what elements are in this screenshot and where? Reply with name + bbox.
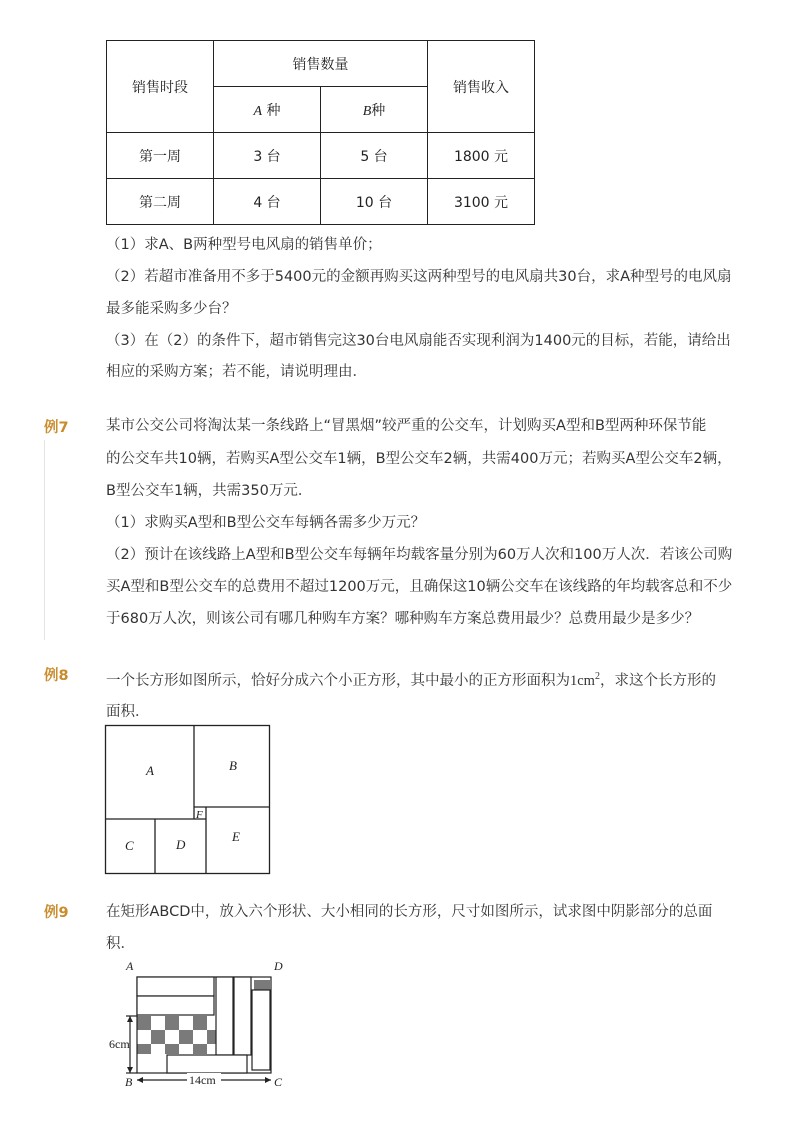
cell-period: 第一周 [107, 133, 214, 179]
ex7-line: 某市公交公司将淘汰某一条线路上“冒黑烟”较严重的公交车，计划购买A型和B型两种环保节能 [106, 418, 707, 434]
ex8-label: 例8 [44, 668, 69, 684]
ex6-q1: （1）求A、B两种型号电风扇的销售单价； [106, 237, 382, 253]
cell-period: 第二周 [107, 179, 214, 225]
ex8-text-pre: 一个长方形如图所示，恰好分成六个小正方形，其中最小的正方形面积为 [106, 672, 570, 689]
fig8-label-e: E [232, 829, 240, 844]
fig9-label-c: C [274, 1075, 283, 1089]
ex7-side-rule [44, 440, 45, 640]
ex8-figure [104, 724, 274, 878]
fig9-strip [216, 977, 233, 1055]
fig9-label-d: D [274, 959, 283, 973]
header-type-b [321, 87, 428, 133]
header-quantity: 销售数量 [214, 41, 428, 87]
header-type-a [214, 87, 321, 133]
ex7-line: B型公交车1辆，共需350万元． [106, 483, 313, 499]
fig8-label-c: C [125, 838, 134, 853]
ex6-q3: （3）在（2）的条件下，超市销售完这30台电风扇能否实现利润为1400元的目标，若能，请给出 [106, 333, 731, 349]
type-a-suffix: 种 [262, 102, 281, 119]
type-b-suffix: 种 [371, 102, 386, 119]
fig9-arrow [265, 1077, 271, 1083]
ex7-label: 例7 [44, 420, 69, 436]
fig9-strip [137, 996, 214, 1015]
cell-income: 3100 元 [428, 179, 535, 225]
fig9-label-a: A [126, 959, 134, 973]
fig9-label-b: B [125, 1075, 133, 1089]
header-period: 销售时段 [107, 41, 214, 133]
ex9-line2: 积． [106, 936, 135, 952]
cell-b: 5 台 [321, 133, 428, 179]
cell-income: 1800 元 [428, 133, 535, 179]
fig8-label-f: F [196, 809, 203, 821]
table-row [107, 133, 535, 179]
fig9-strip [234, 977, 251, 1055]
ex9-label: 例9 [44, 905, 69, 921]
ex9-figure [104, 956, 304, 1092]
ex6-q3-cont: 相应的采购方案；若不能，请说明理由． [106, 364, 367, 380]
ex9-line1: 在矩形ABCD中，放入六个形状、大小相同的长方形，尺寸如图所示，试求图中阴影部分的总面 [106, 904, 713, 920]
fig9-arrow [127, 1016, 133, 1022]
fig8-label-b: B [229, 758, 237, 773]
ex7-line: （1）求购买A型和B型公交车每辆各需多少万元？ [106, 515, 426, 531]
ex7-line: 的公交车共10辆，若购买A型公交车1辆，B型公交车2辆，共需400万元；若购买A型公交车2辆， [106, 451, 732, 467]
fig9-width-label: 14cm [189, 1073, 216, 1087]
ex6-q2-cont: 最多能采购多少台？ [106, 301, 237, 317]
fig9-strip [252, 990, 270, 1070]
fig9-strip [137, 977, 214, 996]
cell-a: 3 台 [214, 133, 321, 179]
fig9-strip [167, 1055, 247, 1073]
table-row [107, 179, 535, 225]
type-a-letter: A [253, 103, 263, 119]
fig8-label-d: D [176, 837, 186, 852]
fig8-label-a: A [146, 763, 154, 778]
sales-table [106, 40, 535, 225]
ex7-line: 于680万人次，则该公司有哪几种购车方案？哪种购车方案总费用最少？总费用最少是多少？ [106, 611, 700, 627]
fig9-shaded-corner [254, 980, 270, 990]
ex7-line: 买A型和B型公交车的总费用不超过1200万元，且确保这10辆公交车在该线路的年均载客总和不少 [106, 579, 733, 595]
ex7-line: （2）预计在该线路上A型和B型公交车每辆年均载客量分别为60万人次和100万人次．若该公司购 [106, 547, 733, 563]
ex8-line1 [106, 667, 716, 691]
ex8-unit: 1cm [570, 672, 595, 689]
ex8-text-post: ，求这个长方形的 [599, 672, 716, 689]
cell-b: 10 台 [321, 179, 428, 225]
fig9-height-label: 6cm [109, 1037, 130, 1051]
cell-a: 4 台 [214, 179, 321, 225]
ex8-unit-sup: 2 [594, 671, 600, 682]
fig9-arrow [127, 1067, 133, 1073]
fig9-arrow [137, 1077, 143, 1083]
ex6-q2: （2）若超市准备用不多于5400元的金额再购买这两种型号的电风扇共30台，求A种型号的电风扇 [106, 269, 732, 285]
header-income: 销售收入 [428, 41, 535, 133]
type-b-letter: B [362, 103, 372, 119]
ex8-line2: 面积． [106, 704, 150, 720]
